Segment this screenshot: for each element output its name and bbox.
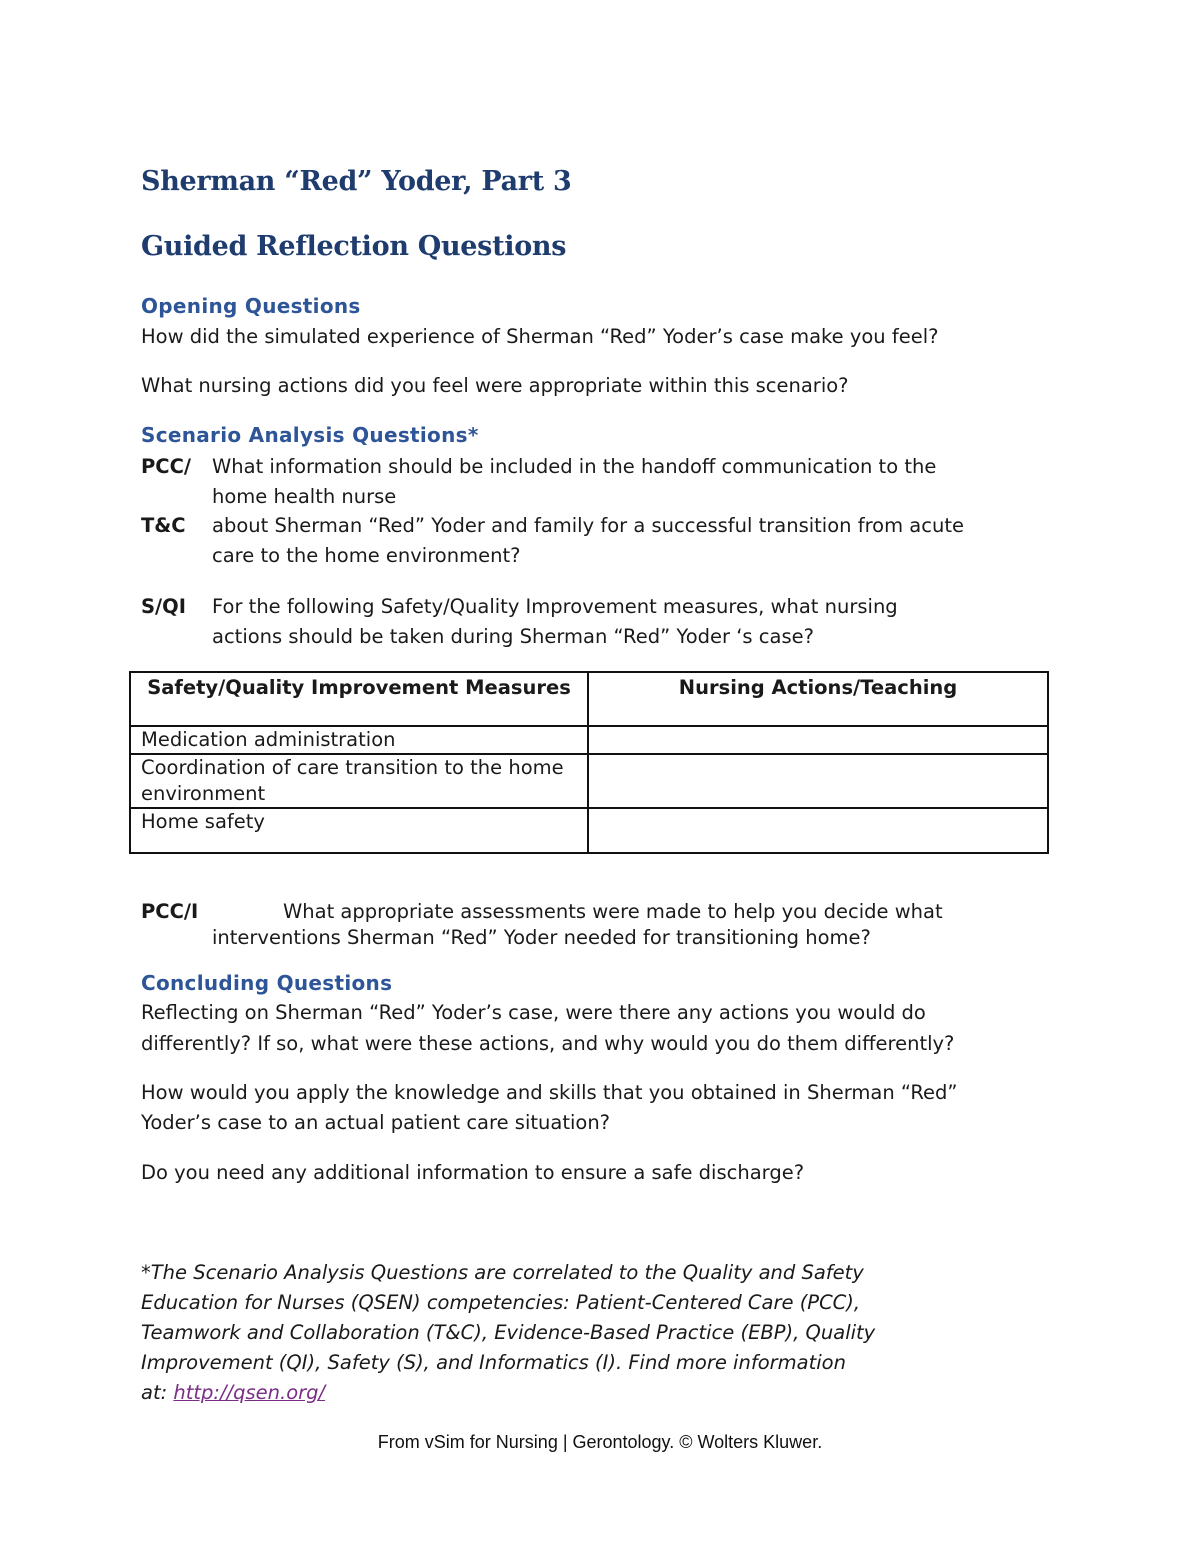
table-cell-action[interactable] xyxy=(588,808,1048,853)
concluding-question-3: Do you need any additional information to ensure a safe discharge? xyxy=(141,1161,805,1184)
concluding-question-1-line-2: differently? If so, what were these actions, and why would you do them differently? xyxy=(141,1032,955,1055)
table-row xyxy=(130,726,1048,754)
pcc-question-line-2: home health nurse xyxy=(212,485,397,508)
table-header-measures: Safety/Quality Improvement Measures xyxy=(130,672,588,726)
scenario-analysis-heading: Scenario Analysis Questions* xyxy=(141,423,479,447)
pcc-label: PCC/ xyxy=(141,455,192,478)
opening-questions-heading: Opening Questions xyxy=(141,294,361,318)
qsen-note-line-2: Education for Nurses (QSEN) competencies: Patient-Centered Care (PCC), xyxy=(141,1291,861,1314)
table-cell-action[interactable] xyxy=(588,754,1048,808)
table-header-row xyxy=(130,672,1048,726)
concluding-question-2-line-2: Yoder’s case to an actual patient care situation? xyxy=(141,1111,611,1134)
qsen-note-prefix: at: xyxy=(141,1381,174,1404)
table-cell-measure: Home safety xyxy=(130,808,588,853)
pcc-question-line-1: What information should be included in the handoff communication to the xyxy=(212,455,937,478)
pcci-question-line-1: What appropriate assessments were made to help you decide what xyxy=(283,900,943,923)
pcci-label: PCC/I xyxy=(141,900,199,923)
qsen-note-line-5 xyxy=(141,1378,325,1408)
table-cell-action[interactable] xyxy=(588,726,1048,754)
pcc-question-line-4: care to the home environment? xyxy=(212,544,521,567)
pcci-question-line-2: interventions Sherman “Red” Yoder needed for transitioning home? xyxy=(212,926,871,949)
pcc-question-line-3: about Sherman “Red” Yoder and family for a successful transition from acute xyxy=(212,514,964,537)
safety-quality-table xyxy=(129,671,1049,854)
sqi-question-line-2: actions should be taken during Sherman “Red” Yoder ‘s case? xyxy=(212,625,814,648)
qsen-link[interactable]: http://qsen.org/ xyxy=(173,1381,326,1404)
table-cell-measure: Coordination of care transition to the home environment xyxy=(130,754,588,808)
table-header-actions: Nursing Actions/Teaching xyxy=(588,672,1048,726)
sqi-label: S/QI xyxy=(141,595,186,618)
sqi-question-line-1: For the following Safety/Quality Improvement measures, what nursing xyxy=(212,595,898,618)
page-footer: From vSim for Nursing | Gerontology. © Wolters Kluwer. xyxy=(377,1432,823,1452)
opening-question-2: What nursing actions did you feel were appropriate within this scenario? xyxy=(141,374,849,397)
table-cell-measure: Medication administration xyxy=(130,726,588,754)
opening-question-1: How did the simulated experience of Sherman “Red” Yoder’s case make you feel? xyxy=(141,325,939,348)
document-title: Sherman “Red” Yoder, Part 3 xyxy=(141,166,572,197)
qsen-note-line-4: Improvement (QI), Safety (S), and Informatics (I). Find more information xyxy=(141,1351,846,1374)
concluding-question-1-line-1: Reflecting on Sherman “Red” Yoder’s case, were there any actions you would do xyxy=(141,1001,926,1024)
qsen-note-line-3: Teamwork and Collaboration (T&C), Evidence-Based Practice (EBP), Quality xyxy=(141,1321,876,1344)
concluding-question-2-line-1: How would you apply the knowledge and skills that you obtained in Sherman “Red” xyxy=(141,1081,958,1104)
concluding-questions-heading: Concluding Questions xyxy=(141,971,393,995)
table-row xyxy=(130,754,1048,808)
document-subtitle: Guided Reflection Questions xyxy=(141,231,567,262)
tc-label: T&C xyxy=(141,514,186,537)
qsen-note-line-1: *The Scenario Analysis Questions are correlated to the Quality and Safety xyxy=(141,1261,864,1284)
table-row xyxy=(130,808,1048,853)
